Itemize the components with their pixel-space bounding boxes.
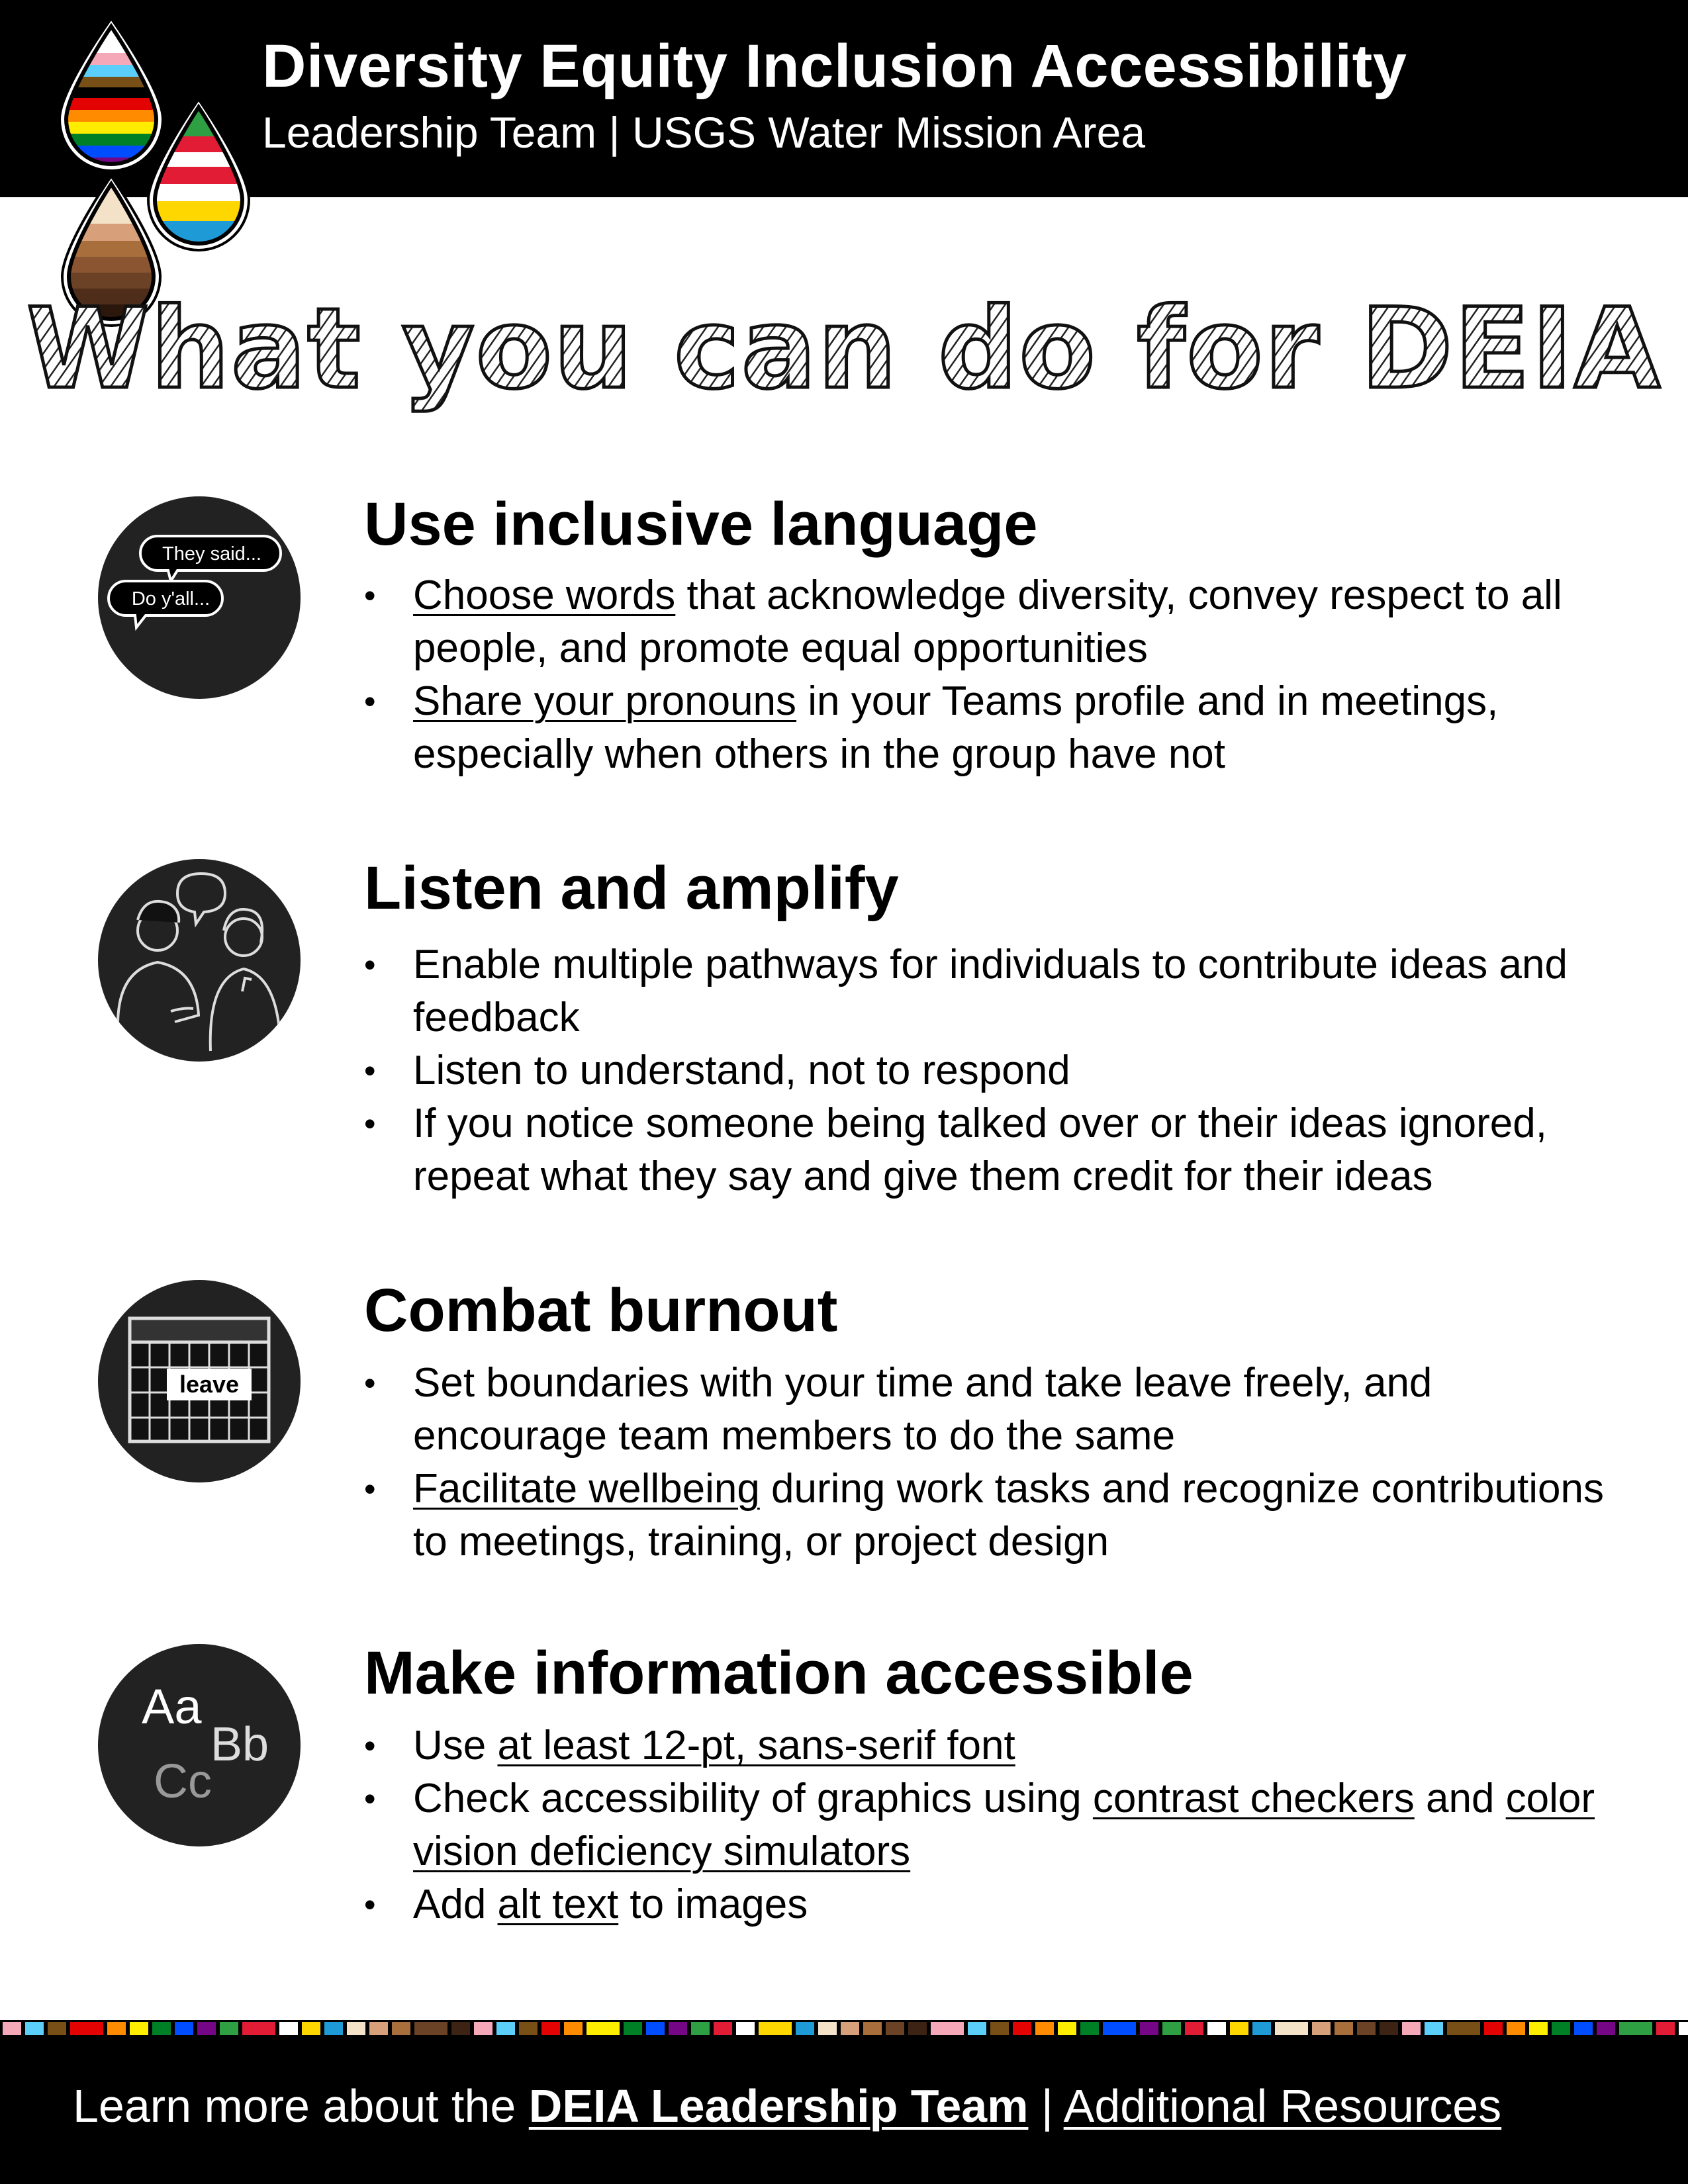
icon-text-cc: Cc [154, 1755, 212, 1808]
color-strip-block [1185, 2022, 1203, 2035]
page-title [0, 285, 1688, 417]
color-strip-block [324, 2022, 343, 2035]
color-strip-block [1425, 2022, 1443, 2035]
color-strip-block [1529, 2022, 1548, 2035]
bullet-text: that acknowledge diversity, convey respect to all people, and promote equal opportunities [413, 572, 1562, 671]
section-title: Combat burnout [364, 1277, 838, 1344]
color-strip-block [886, 2022, 904, 2035]
color-strip-block [1357, 2022, 1376, 2035]
color-strip-block [586, 2022, 620, 2035]
color-strip-block [691, 2022, 710, 2035]
icon-text-they-said: They said... [162, 543, 261, 565]
color-strip-block [863, 2022, 882, 2035]
footer-text [73, 2079, 1501, 2132]
color-strip-block [496, 2022, 515, 2035]
bullet-text: during work tasks and recognize contributions to meetings, training, or project design [413, 1466, 1604, 1565]
bullet-text: Use [413, 1723, 498, 1768]
color-strip-block [624, 2022, 642, 2035]
color-strip-block [736, 2022, 755, 2035]
color-strip-block [347, 2022, 365, 2035]
color-strip-block [796, 2022, 814, 2035]
page-title-text: What you can do for DEIA [26, 285, 1662, 414]
two-people-talking-icon [98, 859, 301, 1062]
color-strip-block [1162, 2022, 1181, 2035]
color-strip-block [107, 2022, 126, 2035]
color-strip-block [646, 2022, 665, 2035]
color-strip-block [1574, 2022, 1593, 2035]
color-strip-block [220, 2022, 238, 2035]
color-strip-block [1447, 2022, 1480, 2035]
footer-separator: | [1028, 2080, 1064, 2132]
footer [0, 2037, 1688, 2184]
deia-team-link[interactable]: DEIA Leadership Team [528, 2080, 1029, 2132]
color-strip-block [279, 2022, 298, 2035]
choose-words-link[interactable]: Choose words [413, 572, 676, 618]
share-pronouns-link[interactable]: Share your pronouns [413, 678, 797, 724]
icon-text-do-yall: Do y'all... [131, 588, 211, 610]
color-strip-block [1484, 2022, 1503, 2035]
color-strip-block [451, 2022, 470, 2035]
color-strip-block [197, 2022, 216, 2035]
section-accessible-info [0, 1639, 1688, 1943]
color-strip-block [302, 2022, 320, 2035]
color-strip-block [1230, 2022, 1248, 2035]
list-item: • Set boundaries with your time and take leave freely, and encourage team members to do the same [364, 1357, 1622, 1463]
color-strip-block [242, 2022, 275, 2035]
header-title: Diversity Equity Inclusion Accessibility [262, 32, 1407, 100]
color-strip-block [1679, 2022, 1688, 2035]
list-item [364, 569, 1622, 675]
icon-text-aa: Aa [142, 1679, 202, 1734]
list-item [364, 1463, 1622, 1569]
color-strip-block [818, 2022, 837, 2035]
color-strip-block [130, 2022, 148, 2035]
color-strip-divider [0, 2020, 1688, 2037]
bullet-text: Check accessibility of graphics using [413, 1776, 1093, 1821]
contrast-checkers-link[interactable]: contrast checkers [1092, 1776, 1415, 1821]
header-subtitle: Leadership Team | USGS Water Mission Area [262, 108, 1146, 157]
speech-bubbles-icon [98, 496, 301, 699]
color-strip-block [908, 2022, 927, 2035]
color-strip-block [1035, 2022, 1054, 2035]
color-strip-block [48, 2022, 66, 2035]
color-strip-block [1275, 2022, 1308, 2035]
color-strip-block [841, 2022, 859, 2035]
bullet-list [364, 938, 1622, 1203]
color-strip-block [1507, 2022, 1525, 2035]
list-item [364, 1719, 1622, 1772]
color-strip-block [1013, 2022, 1031, 2035]
section-title: Use inclusive language [364, 490, 1038, 558]
color-strip-block [70, 2022, 103, 2035]
list-item: • Enable multiple pathways for individuals to contribute ideas and feedback [364, 938, 1622, 1044]
color-strip-block [990, 2022, 1009, 2035]
color-strip-block [1058, 2022, 1076, 2035]
color-strip-block [3, 2022, 21, 2035]
color-strip-block [369, 2022, 388, 2035]
list-item: • If you notice someone being talked over or their ideas ignored, repeat what they say and give them credit for their ideas [364, 1097, 1622, 1203]
section-combat-burnout [0, 1276, 1688, 1580]
color-strip-block [1140, 2022, 1158, 2035]
section-listen-amplify [0, 854, 1688, 1224]
color-strip-block [152, 2022, 171, 2035]
bullet-text: Add [413, 1882, 498, 1927]
color-strip-block [25, 2022, 44, 2035]
bullet-list [364, 569, 1622, 781]
bullet-text: and [1414, 1776, 1506, 1821]
list-item [364, 1878, 1622, 1931]
color-strip-block [1335, 2022, 1353, 2035]
color-strip-block [1312, 2022, 1331, 2035]
icon-text-bb: Bb [211, 1718, 269, 1771]
footer-prefix: Learn more about the [73, 2080, 529, 2132]
facilitate-wellbeing-link[interactable]: Facilitate wellbeing [413, 1466, 760, 1512]
color-strip-block [1619, 2022, 1652, 2035]
color-strip-block [1103, 2022, 1136, 2035]
bullet-text: to images [618, 1882, 808, 1927]
color-strip-block [1597, 2022, 1615, 2035]
bullet-text: in your Teams profile and in meetings, especially when others in the group have not [413, 678, 1499, 777]
color-strip-block [669, 2022, 687, 2035]
color-strip-block [474, 2022, 492, 2035]
font-letters-icon [98, 1644, 301, 1846]
color-strip-block [414, 2022, 447, 2035]
color-strip-block [392, 2022, 410, 2035]
color-strip-block [1552, 2022, 1570, 2035]
bullet-list [364, 1719, 1622, 1931]
list-item [364, 1772, 1622, 1878]
color-strip-block [1207, 2022, 1226, 2035]
list-item [364, 675, 1622, 781]
color-strip-block [714, 2022, 732, 2035]
color-strip-block [541, 2022, 560, 2035]
bullet-list [364, 1357, 1622, 1569]
color-strip-block [1080, 2022, 1099, 2035]
color-strip-block [1402, 2022, 1421, 2035]
color-strip-block [564, 2022, 583, 2035]
section-title: Listen and amplify [364, 854, 899, 922]
calendar-leave-label: leave [179, 1371, 240, 1398]
calendar-icon [98, 1280, 301, 1482]
color-vision-simulators-link[interactable]: color vision deficiency simulators [413, 1776, 1595, 1874]
list-item: • Listen to understand, not to respond [364, 1044, 1622, 1097]
color-strip-block [175, 2022, 193, 2035]
section-title: Make information accessible [364, 1639, 1194, 1707]
color-strip-block [759, 2022, 792, 2035]
additional-resources-link[interactable]: Additional Resources [1063, 2080, 1502, 2132]
color-strip-block [1380, 2022, 1398, 2035]
color-strip-block [968, 2022, 986, 2035]
color-strip-block [931, 2022, 964, 2035]
font-size-link[interactable]: at least 12-pt, sans-serif font [497, 1723, 1015, 1768]
color-strip-block [519, 2022, 538, 2035]
alt-text-link[interactable]: alt text [497, 1882, 619, 1927]
section-inclusive-language [0, 490, 1688, 794]
color-strip-block [1252, 2022, 1271, 2035]
color-strip-block [1656, 2022, 1675, 2035]
